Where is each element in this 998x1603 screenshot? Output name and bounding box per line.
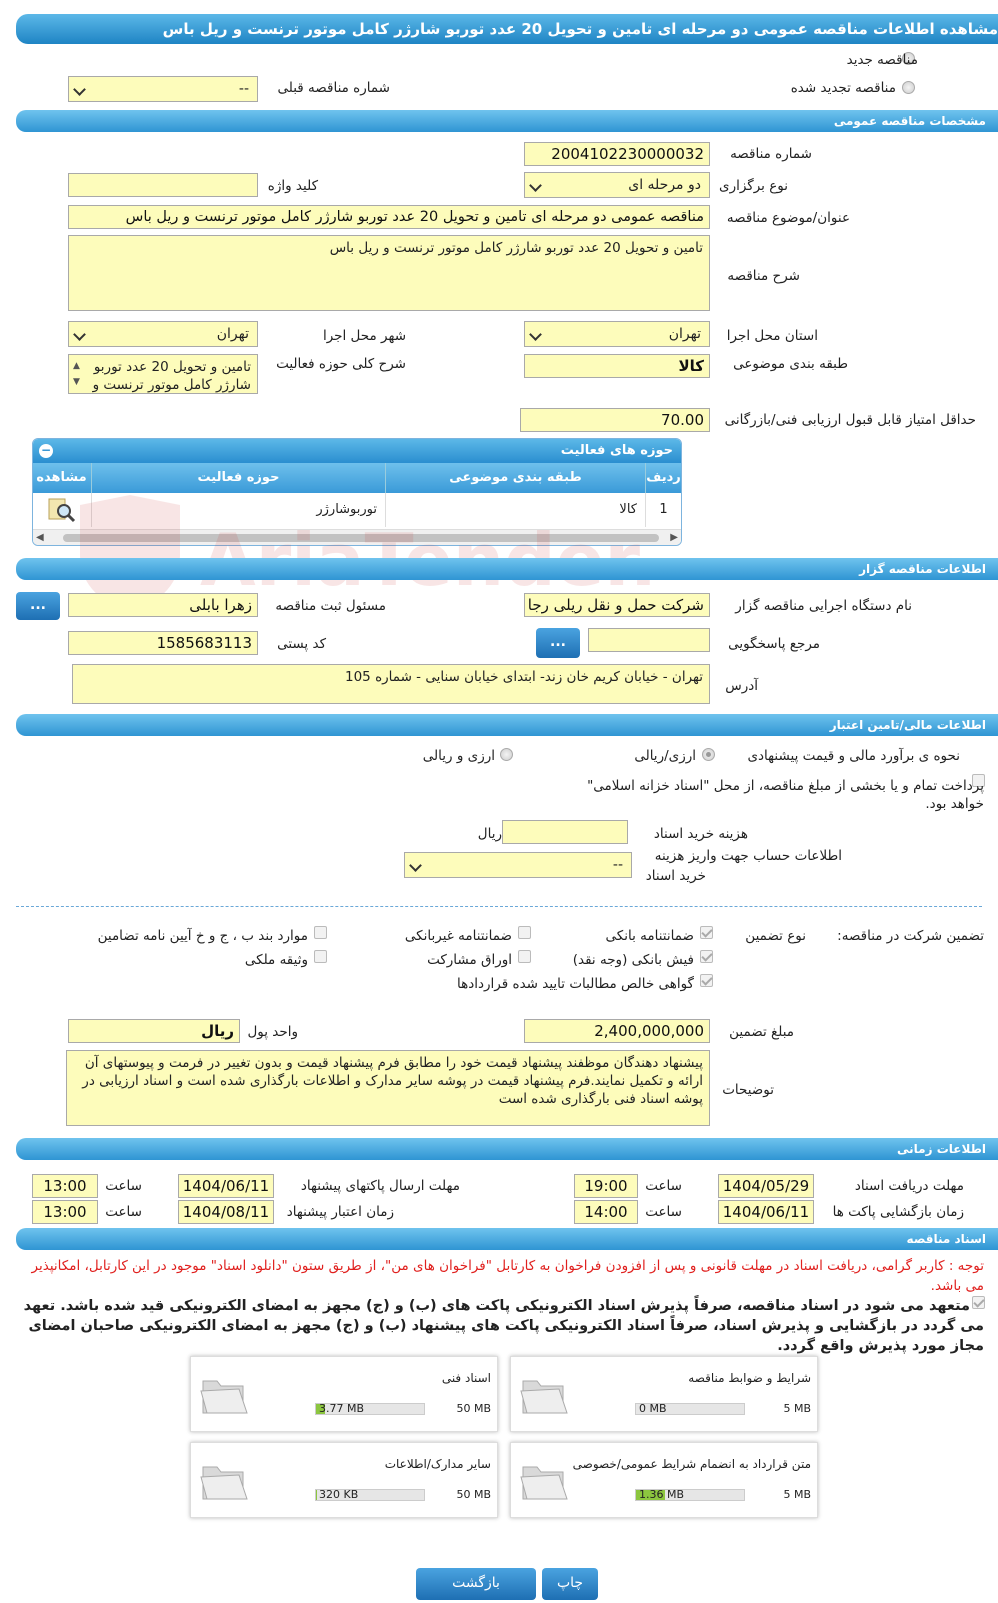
chevron-down-icon [73,328,86,341]
account-label-2: خرید اسناد [645,868,706,884]
registrar-label: مسئول ثبت مناقصه [275,598,386,614]
organization-label: نام دستگاه اجرایی مناقصه گزار [735,598,912,614]
opening-hour-label: ساعت [645,1204,682,1220]
collapse-icon[interactable]: − [40,443,52,457]
prev-number-label: شماره مناقصه قبلی [277,80,390,96]
renewed-tender-radio[interactable] [902,81,915,94]
section-timing-header: اطلاعات زمانی [16,1138,998,1160]
receive-deadline-label: مهلت دریافت اسناد [854,1178,964,1194]
scroll-right-icon[interactable]: ▶ [670,532,678,543]
currency-rial-label: ارزی/ریالی [634,748,696,764]
reference-label: مرجع پاسخگویی [728,636,820,652]
opening-date-field: 1404/06/11 [718,1200,814,1224]
account-select[interactable]: -- [404,852,632,878]
participation-guarantee-label: تضمین شرکت در مناقصه: [837,928,984,944]
min-score-field: 70.00 [520,408,710,432]
description-label: شرح مناقصه [727,268,800,284]
doc-card[interactable]: متن قرارداد به انضمام شرایط عمومی/خصوصی 5 MB 1.36 MB [510,1442,818,1518]
subject-field: مناقصه عمومی دو مرحله ای تامین و تحویل 20 عدد توربو شارژر کامل موتور ترنست و ریل باس [68,205,710,229]
folder-icon [519,1371,569,1417]
guarantee-notes-textarea: پیشنهاد دهندگان موظفند پیشنهاد قیمت خود را مطابق فرم پیشنهاد قیمت و بدون تغییر در فرمت و پیوستهای آن ارائه و تکمیل نمایند.فرم پیشنهاد قیمت در پوشه سایر مدارک و اطلاعات بارگذاری شده است و اسناد ارزیابی در پوشه اسناد فنی بارگذاری شده است [66,1050,710,1126]
activity-grid-title: حوزه های فعالیت − [33,439,681,463]
guarantee-amount-field: 2,400,000,000 [524,1019,710,1043]
receive-date-field: 1404/05/29 [718,1174,814,1198]
cash-receipt-label: فیش بانکی (وجه نقد) [572,952,694,968]
opening-hour-field: 14:00 [574,1200,638,1224]
province-select[interactable]: تهران [524,321,710,347]
folder-icon [199,1457,249,1503]
province-label: استان محل اجرا [726,328,818,344]
validity-time-label: ساعت [105,1204,142,1220]
doc-card[interactable]: سایر مدارک/اطلاعات 50 MB 320 KB [190,1442,498,1518]
city-select[interactable]: تهران [68,321,258,347]
send-time-label: ساعت [105,1178,142,1194]
scroll-left-icon[interactable]: ◀ [36,532,44,543]
registrar-field: زهرا بابلی [68,593,258,617]
chevron-down-icon [73,83,86,96]
currency-rial-radio[interactable] [702,748,715,761]
nonbank-guarantee-label: ضمانتنامه غیربانکی [404,928,512,944]
postal-code-label: کد پستی [277,636,326,652]
divider [16,906,982,907]
city-label: شهر محل اجرا [322,328,406,344]
doc-card[interactable]: شرایط و ضوابط مناقصه 5 MB 0 MB [510,1356,818,1432]
docs-note: توجه : کاربر گرامی، دریافت اسناد در مهلت قانونی و پس از افزودن فراخوان به کارتابل "فراخوان های من"، از طریق ستون "دانلود اسناد" موجود در این کارتابل، امکانپذیر می باشد. [31,1258,984,1294]
bank-guarantee-label: ضمانتنامه بانکی [605,928,694,944]
receivables-label: گواهی خالص مطالبات تایید شده قراردادها [457,976,694,992]
cell-field: توربوشارژر [91,493,385,527]
description-textarea: تامین و تحویل 20 عدد توربو شارژر کامل موتور ترنست و ریل باس [68,235,710,311]
treasury-text-1: پرداخت تمام و یا بخشی از مبلغ مناقصه، از محل "اسناد خزانه اسلامی" [587,778,984,794]
tender-number-label: شماره مناقصه [730,146,812,162]
cell-row: 1 [645,493,681,527]
reference-more-button[interactable]: ... [536,628,580,658]
nonbank-guarantee-checkbox[interactable] [518,926,531,939]
scroll-up-icon[interactable]: ▲ [73,361,80,371]
renewed-tender-label: مناقصه تجدید شده [790,80,896,96]
section-finance-header: اطلاعات مالی/تامین اعتبار [16,714,998,736]
opening-time-label: زمان بازگشایی پاکت ها [832,1204,964,1220]
chevron-down-icon [529,328,542,341]
col-view: مشاهده [32,463,91,493]
chevron-down-icon [409,859,422,872]
send-date-field: 1404/06/11 [178,1174,274,1198]
page-title: مشاهده اطلاعات مناقصه عمومی دو مرحله ای تامین و تحویل 20 عدد توربو شارژر کامل موتور ترنست و ریل باس [16,14,998,44]
address-textarea: تهران - خیابان کریم خان زند- ابتدای خیابان سنایی - شماره 105 [72,664,710,704]
organization-field: شرکت حمل و نقل ریلی رجا [524,593,710,617]
regulation-items-label: موارد بند ب ، ج و خ آیین نامه تضامین [97,928,308,944]
receivables-checkbox[interactable] [700,974,713,987]
doc-card[interactable]: اسناد فنی 50 MB 3.77 MB [190,1356,498,1432]
print-button[interactable]: چاپ [542,1568,598,1600]
category-label: طبقه بندی موضوعی [733,356,848,372]
keyword-label: کلید واژه [267,178,318,194]
address-label: آدرس [725,678,758,694]
currency-field: ریال [68,1019,240,1043]
keyword-field[interactable] [68,173,258,197]
folder-icon [519,1457,569,1503]
property-checkbox[interactable] [314,950,327,963]
holding-type-label: نوع برگزاری [719,178,788,194]
tender-number-field: 2004102230000032 [524,142,710,166]
cash-receipt-checkbox[interactable] [700,950,713,963]
bonds-checkbox[interactable] [518,950,531,963]
account-label-1: اطلاعات حساب جهت واریز هزینه [654,848,842,864]
scope-label: شرح کلی حوزه فعالیت [276,356,406,372]
receive-time-label: ساعت [645,1178,682,1194]
property-label: وثیقه ملکی [244,952,308,968]
validity-label: زمان اعتبار پیشنهاد [286,1204,394,1220]
col-category: طبقه بندی موضوعی [385,463,645,493]
validity-time-field: 13:00 [32,1200,98,1224]
registrar-more-button[interactable]: ... [16,592,60,620]
folder-icon [199,1371,249,1417]
scope-textarea[interactable]: تامین و تحویل 20 عدد توربو شارژر کامل موتور ترنست و ▲ ▼ [68,354,258,394]
guarantee-amount-label: مبلغ تضمین [729,1024,794,1040]
guarantee-type-label: نوع تضمین [745,928,806,944]
subject-label: عنوان/موضوع مناقصه [726,210,850,226]
col-row: ردیف [645,463,681,493]
regulation-items-checkbox[interactable] [314,926,327,939]
treasury-text-2: خواهد بود. [925,796,984,812]
bonds-label: اوراق مشارکت [427,952,512,968]
send-time-field: 13:00 [32,1174,98,1198]
holding-type-select[interactable]: دو مرحله ای [524,172,710,198]
receive-time-field: 19:00 [574,1174,638,1198]
reference-field [588,628,710,652]
send-deadline-label: مهلت ارسال پاکتهای پیشنهاد [300,1178,460,1194]
validity-date-field: 1404/08/11 [178,1200,274,1224]
cell-category: کالا [385,493,645,527]
scroll-down-icon[interactable]: ▼ [73,377,80,387]
bank-guarantee-checkbox[interactable] [700,926,713,939]
new-tender-label: مناقصه جدید [846,52,918,68]
min-score-label: حداقل امتیاز قابل قبول ارزیابی فنی/بازرگانی [724,412,976,428]
currency-and-rial-label: ارزی و ریالی [422,748,495,764]
doc-cost-unit: ریال [477,826,502,842]
currency-and-rial-radio[interactable] [500,748,513,761]
doc-cost-label: هزینه خرید اسناد [653,826,748,842]
prev-number-select[interactable]: -- [68,76,258,102]
col-field: حوزه فعالیت [91,463,385,493]
commit-text: متعهد می شود در اسناد مناقصه، صرفاً پذیرش اسناد الکترونیکی پاکت های (ب) و (ج) مجهز به امضای الکترونیکی قید شده باشد. تعهد می گردد در بازگشایی و پذیرش اسناد، صرفاً اسناد الکترونیکی پاکت های پیشنهاد (ب) و (ج) مجهز به امضای الکترونیکی صاحبان امضای مجاز مورد پذیرش واقع گردد. [23,1298,984,1354]
section-general-header: مشخصات مناقصه عمومی [16,110,998,132]
chevron-down-icon [529,179,542,192]
postal-code-field: 1585683113 [68,631,258,655]
estimation-method-label: نحوه ی برآورد مالی و قیمت پیشنهادی [747,748,960,764]
section-organizer-header: اطلاعات مناقصه گزار [16,558,998,580]
currency-label: واحد پول [247,1024,298,1040]
category-field: کالا [524,354,710,378]
doc-cost-field [502,820,628,844]
guarantee-notes-label: توضیحات [722,1082,774,1098]
section-docs-header: اسناد مناقصه [16,1228,998,1250]
back-button[interactable]: بازگشت [416,1568,536,1600]
